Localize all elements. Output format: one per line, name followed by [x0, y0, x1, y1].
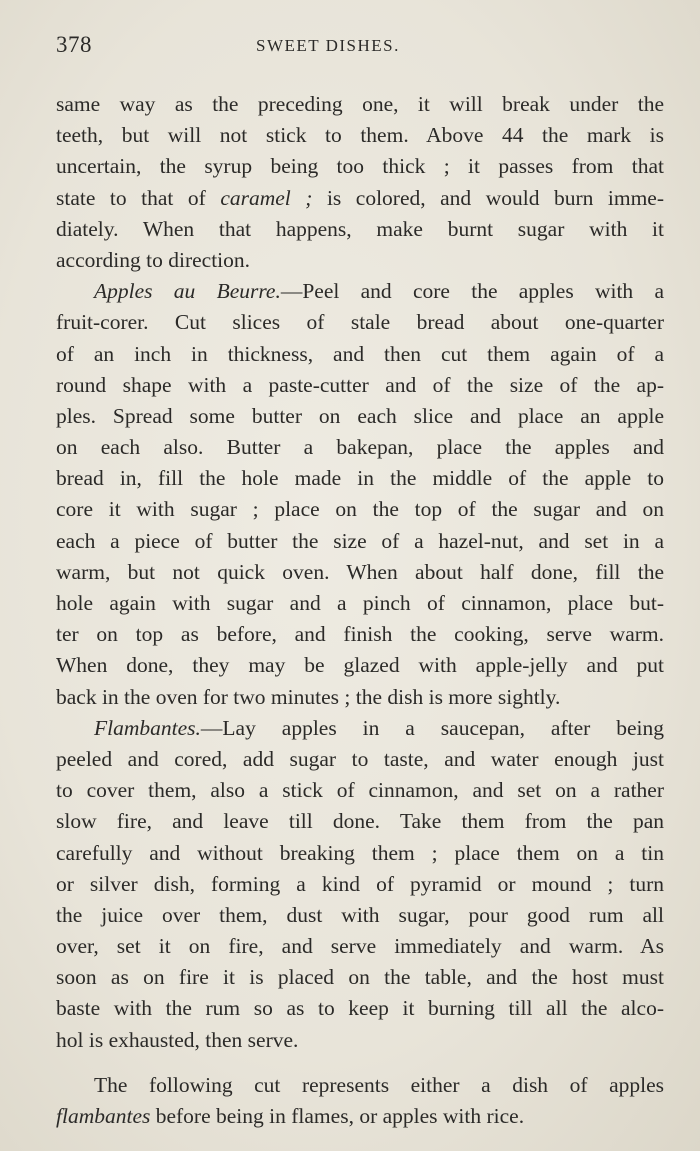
text-line: round shape with a paste-cutter and of the size of the ap-	[56, 372, 664, 397]
text-line: warm, but not quick oven. When about half done, fill the	[56, 559, 664, 584]
text-line: bread in, fill the hole made in the middle of the apple to	[56, 466, 664, 491]
page-number: 378	[56, 32, 92, 57]
text-line: to cover them, also a stick of cinnamon, and set on a rather	[56, 778, 664, 803]
text-line: ter on top as before, and finish the cooking, serve warm.	[56, 622, 664, 647]
text-line: of an inch in thickness, and then cut them again of a	[56, 341, 664, 366]
text-line: baste with the rum so as to keep it burning till all the alco-	[56, 996, 664, 1021]
text-line: core it with sugar ; place on the top of the sugar and on	[56, 497, 664, 522]
text-line: diately. When that happens, make burnt sugar with it	[56, 216, 664, 241]
text-line: peeled and cored, add sugar to taste, and water enough just	[56, 746, 664, 771]
text-line: back in the oven for two minutes ; the dish is more sightly.	[56, 684, 561, 709]
text-line: each a piece of butter the size of a hazel-nut, and set in a	[56, 528, 664, 553]
recipe-title: Flambantes.	[94, 715, 201, 740]
text-line: carefully and without breaking them ; place them on a tin	[56, 840, 664, 865]
text-fragment: is colored, and would burn imme-	[312, 185, 664, 210]
italic-term: flambantes	[56, 1104, 151, 1128]
page-header	[56, 32, 662, 62]
italic-term: caramel ;	[220, 185, 313, 210]
text-line: the juice over them, dust with sugar, pour good rum all	[56, 902, 664, 927]
running-title: SWEET DISHES.	[256, 36, 400, 55]
recipe-heading-line	[56, 713, 664, 744]
text-line: soon as on fire it is placed on the table, and the host must	[56, 965, 664, 990]
text-line: The following cut represents either a dish of apples	[94, 1072, 664, 1097]
text-line: hole again with sugar and a pinch of cinnamon, place but-	[56, 591, 664, 615]
text-line: slow fire, and leave till done. Take them from the pan	[56, 809, 664, 834]
text-line: according to direction.	[56, 247, 251, 272]
text-fragment: —Peel and core the apples with a	[280, 279, 664, 304]
recipe-heading-line	[56, 276, 664, 307]
text-line: ples. Spread some butter on each slice and place an apple	[56, 403, 664, 428]
text-line: When done, they may be glazed with apple-jelly and put	[56, 653, 664, 678]
text-line: hol is exhausted, then serve.	[56, 1027, 299, 1052]
text-line: same way as the preceding one, it will break under the	[56, 92, 664, 116]
text-line: on each also. Butter a bakepan, place the apples and	[56, 435, 664, 460]
text-line: or silver dish, forming a kind of pyramid or mound ; turn	[56, 871, 664, 896]
recipe-title: Apples au Beurre.	[94, 279, 281, 304]
text-line: over, set it on fire, and serve immediately and warm. As	[56, 934, 664, 959]
text-fragment: —Lay apples in a saucepan, after being	[200, 715, 664, 740]
text-line	[56, 1101, 664, 1132]
text-line: uncertain, the syrup being too thick ; it passes from that	[56, 154, 664, 179]
text-fragment: state to that of	[56, 185, 221, 210]
text-line: fruit-corer. Cut slices of stale bread about one-quarter	[56, 310, 664, 335]
text-line	[56, 183, 664, 214]
text-line: teeth, but will not stick to them. Above 44 the mark is	[56, 123, 664, 148]
text-fragment: before being in flames, or apples with rice.	[150, 1104, 525, 1128]
body-text	[56, 89, 664, 1132]
